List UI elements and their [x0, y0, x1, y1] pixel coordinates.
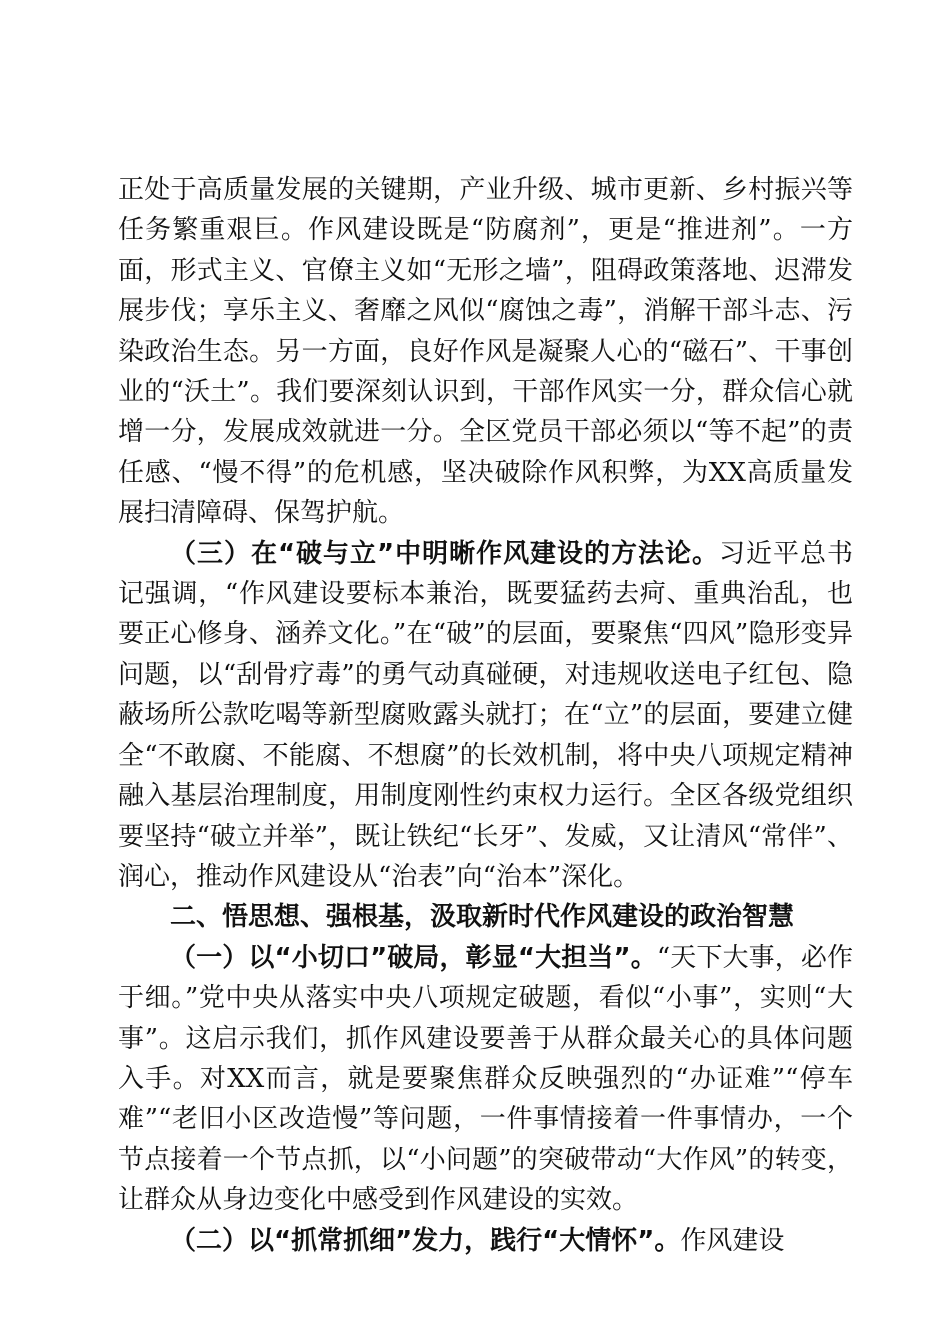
subsection-lead: （二）以“抓常抓细”发力，践行“大情怀”。 [170, 1225, 681, 1256]
paragraph-text: 习近平总书记强调，“作风建设要标本兼治，既要猛药去疴、重典治乱，也要正心修身、涵养文化。”在“破”的层面，要聚焦“四风”隐形变异问题，以“刮骨疗毒”的勇气动真碰硬，对违规收送电子红包、隐蔽场所公款吃喝等新型腐败露头就打；在“立”的层面，要建立健全“不敢腐、不能腐、不想腐”的长效机制，将中央八项规定精神融入基层治理制度，用制度刚性约束权力运行。全区各级党组织要坚持“破立并举”，既让铁纪“长牙”、发威，又让清风“常伴”、润心，推动作风建设从“治表”向“治本”深化。 [118, 538, 853, 892]
paragraph-text: 作风建设 [680, 1225, 785, 1256]
paragraph-continuation [118, 170, 853, 534]
paragraph-subsection-two [118, 1221, 853, 1261]
paragraph-text: 正处于高质量发展的关键期，产业升级、城市更新、乡村振兴等任务繁重艰巨。作风建设既是“防腐剂”，更是“推进剂”。一方面，形式主义、官僚主义如“无形之墙”，阻碍政策落地、迟滞发展步伐；享乐主义、奢靡之风似“腐蚀之毒”，消解干部斗志、污染政治生态。另一方面，良好作风是凝聚人心的“磁石”、干事创业的“沃土”。我们要深刻认识到，干部作风实一分，群众信心就增一分，发展成效就进一分。全区党员干部必须以“等不起”的责任感、“慢不得”的危机感，坚决破除作风积弊，为XX高质量发展扫清障碍、保驾护航。 [118, 175, 853, 529]
document-body [118, 170, 853, 1261]
subsection-lead: （一）以“小切口”破局，彰显“大担当”。 [170, 942, 657, 973]
paragraph-text: “天下大事，必作于细。”党中央从落实中央八项规定破题，看似“小事”，实则“大事”。这启示我们，抓作风建设要善于从群众最关心的具体问题入手。对XX而言，就是要聚焦群众反映强烈的“办证难”“停车难”“老旧小区改造慢”等问题，一件事情接着一件事情办，一个节点接着一个节点抓，以“小问题”的突破带动“大作风”的转变，让群众从身边变化中感受到作风建设的实效。 [118, 942, 854, 1216]
section-heading: 二、悟思想、强根基，汲取新时代作风建设的政治智慧 [170, 902, 795, 933]
section-lead: （三）在“破与立”中明晰作风建设的方法论。 [170, 538, 720, 569]
paragraph-section-three [118, 534, 853, 898]
paragraph-subsection-one [118, 938, 853, 1221]
